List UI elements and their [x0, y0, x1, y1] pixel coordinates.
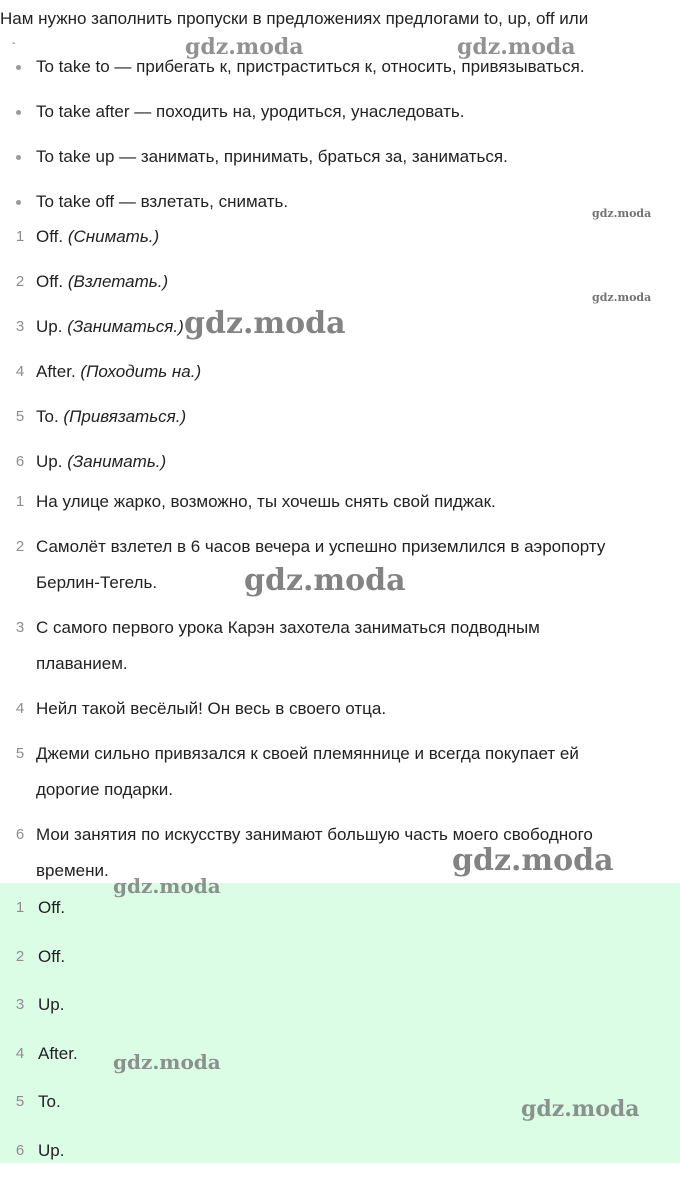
translation: (Заниматься.): [67, 317, 184, 336]
answer-word: Off.: [36, 272, 64, 291]
translation: (Взлетать.): [67, 272, 169, 291]
bullet-icon: [16, 200, 21, 205]
item-number: 2: [15, 273, 25, 290]
phrasal-verbs-list: [0, 54, 680, 234]
sentence-text: Самолёт взлетел в 6 часов вечера и успешно приземлился в аэропорту Берлин-Тегель.: [36, 537, 606, 592]
watermark: gdz.moda: [452, 843, 614, 878]
bullet-icon: [16, 155, 21, 160]
answer-word: Off.: [38, 898, 66, 917]
list-item: [0, 484, 680, 529]
item-number: 5: [15, 745, 25, 762]
answer-word: After.: [36, 362, 76, 381]
answer-word: Up.: [38, 995, 65, 1014]
intro-dash: -: [12, 38, 16, 49]
item-number: 5: [15, 1093, 25, 1110]
answer-list: [0, 891, 680, 1182]
translation: (Занимать.): [67, 452, 167, 471]
item-number: 6: [15, 1141, 25, 1159]
sentence-text: С самого первого урока Карэн захотела заниматься подводным плаванием.: [36, 618, 540, 673]
translation: (Снимать.): [67, 227, 160, 246]
list-item: [0, 144, 680, 189]
answer-word: To.: [36, 407, 59, 426]
answers-with-translation-list: [0, 224, 680, 494]
sentence-text: Мои занятия по искусству занимают большую часть моего свободного времени.: [36, 825, 593, 880]
list-item: [0, 1037, 680, 1086]
answer-word: Off.: [38, 946, 66, 966]
list-item: [0, 404, 680, 449]
list-item: [0, 940, 680, 989]
translation: (Привязаться.): [63, 407, 187, 426]
item-number: 2: [15, 947, 25, 965]
item-number: 2: [15, 538, 25, 555]
list-item-text: To take up — занимать, принимать, браться за, заниматься.: [36, 147, 508, 166]
item-number: 1: [15, 493, 25, 510]
answer-word: Up.: [38, 1140, 65, 1160]
list-item: [0, 891, 680, 940]
answer-word: After.: [38, 1043, 78, 1063]
item-number: 1: [15, 899, 25, 916]
sentence-text: На улице жарко, возможно, ты хочешь снять свой пиджак.: [36, 492, 496, 511]
item-number: 6: [15, 826, 25, 843]
bullet-icon: [16, 110, 21, 115]
watermark: gdz.moda: [521, 1096, 640, 1122]
watermark: gdz.moda: [113, 874, 221, 898]
item-number: 4: [15, 700, 25, 717]
answer-word: Up.: [36, 317, 63, 336]
answer-word: Off.: [36, 227, 64, 246]
item-number: 4: [15, 363, 25, 380]
list-item: [0, 359, 680, 404]
list-item: [0, 736, 680, 817]
list-item-text: To take after — походить на, уродиться, унаследовать.: [36, 102, 465, 121]
answer-word: To.: [38, 1092, 61, 1111]
item-number: 4: [15, 1044, 25, 1062]
item-number: 3: [15, 318, 25, 335]
item-number: 1: [15, 228, 25, 245]
list-item: [0, 224, 680, 269]
item-number: 6: [15, 453, 25, 470]
item-number: 5: [15, 408, 25, 425]
list-item: [0, 99, 680, 144]
translation: (Походить на.): [80, 362, 202, 381]
task-intro: Нам нужно заполнить пропуски в предложениях предлогами to, up, off или: [0, 9, 589, 28]
watermark: gdz.moda: [184, 306, 346, 341]
watermark: gdz.moda: [457, 34, 576, 60]
bullet-icon: [16, 65, 21, 70]
item-number: 3: [15, 619, 25, 636]
sentence-translations-list: [0, 484, 680, 898]
sentence-text: Нейл такой весёлый! Он весь в своего отца.: [36, 699, 387, 718]
watermark: gdz.moda: [113, 1050, 221, 1074]
list-item: [0, 691, 680, 736]
list-item: [0, 610, 680, 691]
item-number: 3: [15, 996, 25, 1013]
watermark: gdz.moda: [592, 291, 652, 304]
answer-word: Up.: [36, 452, 63, 471]
watermark: gdz.moda: [185, 34, 304, 60]
sentence-text: Джеми сильно привязался к своей племяннице и всегда покупает ей дорогие подарки.: [36, 744, 579, 799]
list-item-text: To take off — взлетать, снимать.: [36, 192, 289, 211]
list-item: [0, 988, 680, 1037]
watermark: gdz.moda: [244, 563, 406, 598]
watermark: gdz.moda: [592, 207, 652, 220]
list-item: [0, 1134, 680, 1183]
list-item: [0, 54, 680, 99]
list-item-text: To take to — прибегать к, пристраститься к, относить, привязываться.: [36, 57, 585, 76]
